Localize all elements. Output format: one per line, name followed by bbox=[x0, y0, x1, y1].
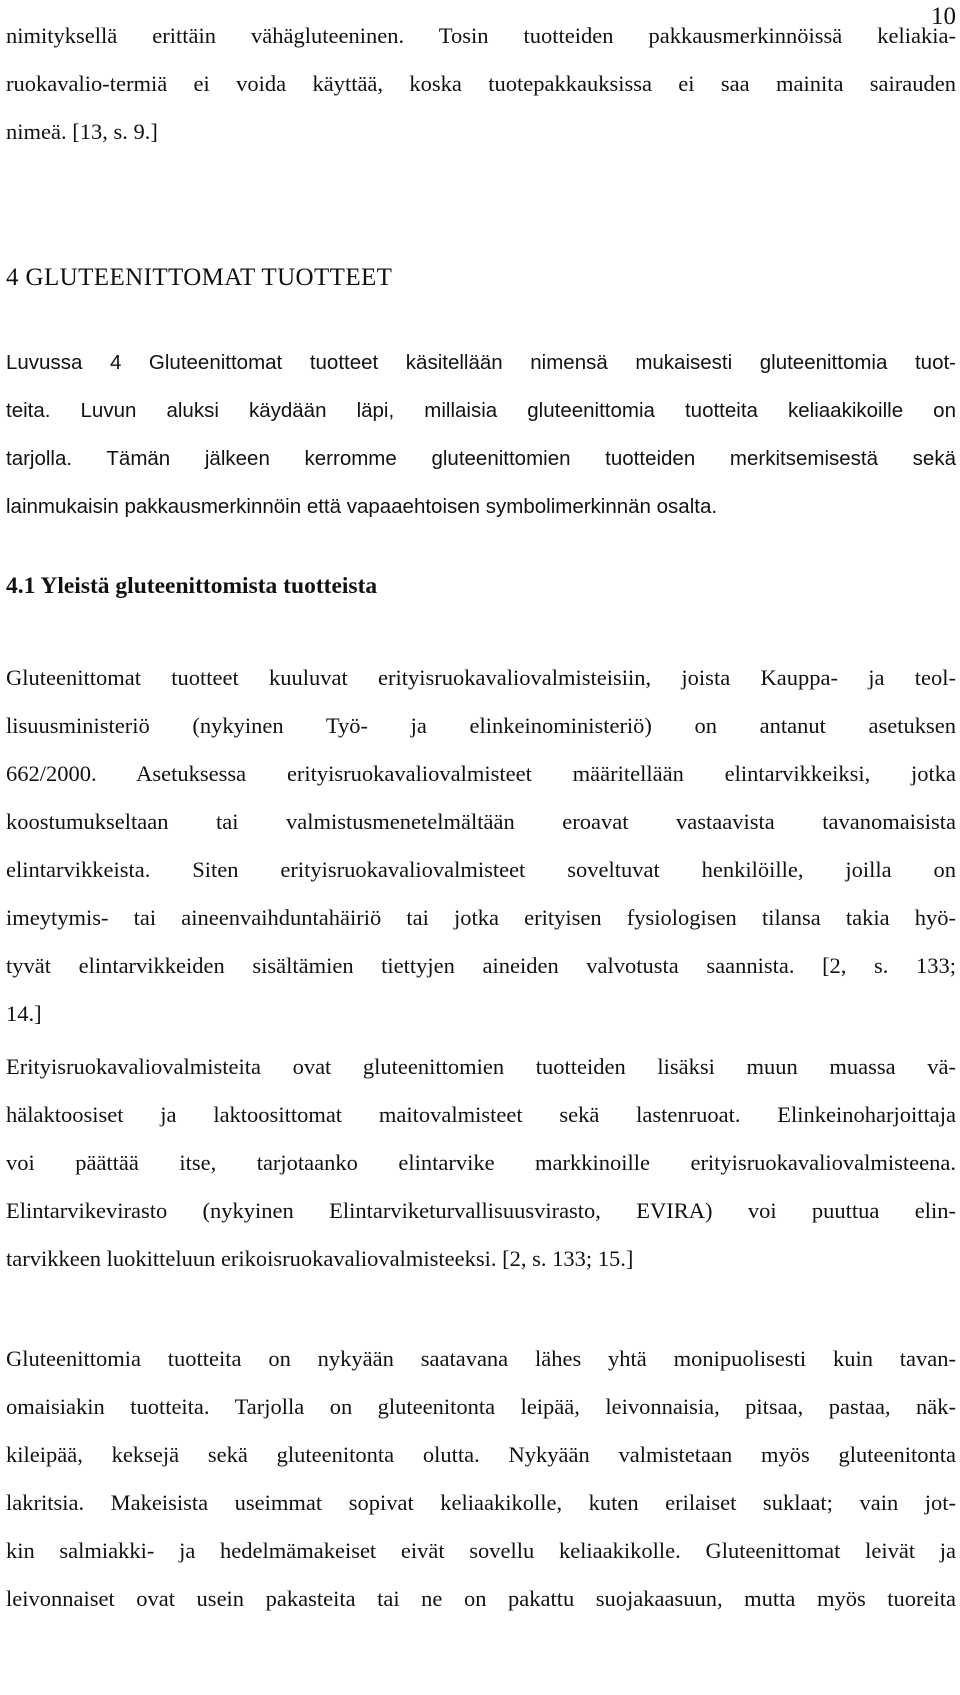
paragraph-line: nimeä. [13, s. 9.] bbox=[6, 119, 158, 144]
paragraph-line: hälaktoosiset ja laktoosittomat maitovalmisteet sekä lastenruoat. Elinkeinoharjoittaja bbox=[6, 1102, 956, 1127]
paragraph-line: tarvikkeen luokitteluun erikoisruokavaliovalmisteeksi. [2, s. 133; 15.] bbox=[6, 1246, 634, 1271]
paragraph-line: lainmukaisin pakkausmerkinnöin että vapaaehtoisen symbolimerkinnän osalta. bbox=[6, 495, 718, 518]
paragraph-line: Gluteenittomat tuotteet kuuluvat erityisruokavaliovalmisteisiin, joista Kauppa- ja teol- bbox=[6, 665, 956, 690]
intro-paragraph bbox=[0, 12, 960, 156]
paragraph-line: leivonnaiset ovat usein pakasteita tai ne on pakattu suojakaasuun, mutta myös tuoreita bbox=[6, 1586, 956, 1611]
paragraph-line: tyvät elintarvikkeiden sisältämien tiettyjen aineiden valvotusta saannista. [2, s. 133; bbox=[6, 953, 956, 978]
paragraph-line: omaisiakin tuotteita. Tarjolla on gluteenitonta leipää, leivonnaisia, pitsaa, pastaa, näk- bbox=[6, 1394, 956, 1419]
paragraph-line: imeytymis- tai aineenvaihduntahäiriö tai jotka erityisen fysiologisen tilansa takia hyö- bbox=[6, 905, 956, 930]
paragraph-line: kileipää, keksejä sekä gluteenitonta olutta. Nykyään valmistetaan myös gluteenitonta bbox=[6, 1442, 956, 1467]
paragraph-line: nimityksellä erittäin vähägluteeninen. Tosin tuotteiden pakkausmerkinnöissä keliakia- bbox=[6, 23, 956, 48]
paragraph-line: 14.] bbox=[6, 1001, 42, 1026]
paragraph-line: kin salmiakki- ja hedelmämakeiset eivät sovellu keliaakikolle. Gluteenittomat leivät ja bbox=[6, 1538, 956, 1563]
body-paragraph-3 bbox=[0, 1335, 960, 1623]
chapter-heading: 4 GLUTEENITTOMAT TUOTTEET bbox=[6, 264, 393, 291]
paragraph-line: Gluteenittomia tuotteita on nykyään saatavana lähes yhtä monipuolisesti kuin tavan- bbox=[6, 1346, 956, 1371]
section-heading: 4.1 Yleistä gluteenittomista tuotteista bbox=[6, 573, 378, 599]
paragraph-line: elintarvikkeista. Siten erityisruokavaliovalmisteet soveltuvat henkilöille, joilla on bbox=[6, 857, 956, 882]
paragraph-line: tarjolla. Tämän jälkeen kerromme gluteenittomien tuotteiden merkitsemisestä sekä bbox=[6, 447, 956, 470]
paragraph-line: teita. Luvun aluksi käydään läpi, millaisia gluteenittomia tuotteita keliaakikoille on bbox=[6, 399, 956, 422]
page-number: 10 bbox=[931, 3, 956, 30]
paragraph-line: lisuusministeriö (nykyinen Työ- ja elinkeinoministeriö) on antanut asetuksen bbox=[6, 713, 956, 738]
paragraph-line: lakritsia. Makeisista useimmat sopivat keliaakikolle, kuten erilaiset suklaat; vain jot- bbox=[6, 1490, 956, 1515]
chapter-intro-paragraph bbox=[0, 339, 960, 531]
body-paragraph-1 bbox=[0, 654, 960, 1038]
body-paragraph-2 bbox=[0, 1043, 960, 1283]
paragraph-line: voi päättää itse, tarjotaanko elintarvike markkinoille erityisruokavaliovalmisteena. bbox=[6, 1150, 956, 1175]
paragraph-line: koostumukseltaan tai valmistusmenetelmältään eroavat vastaavista tavanomaisista bbox=[6, 809, 956, 834]
paragraph-line: 662/2000. Asetuksessa erityisruokavaliovalmisteet määritellään elintarvikkeiksi, jotka bbox=[6, 761, 956, 786]
paragraph-line: Erityisruokavaliovalmisteita ovat gluteenittomien tuotteiden lisäksi muun muassa vä- bbox=[6, 1054, 956, 1079]
paragraph-line: Elintarvikevirasto (nykyinen Elintarviketurvallisuusvirasto, EVIRA) voi puuttua elin- bbox=[6, 1198, 956, 1223]
paragraph-line: Luvussa 4 Gluteenittomat tuotteet käsitellään nimensä mukaisesti gluteenittomia tuot- bbox=[6, 351, 956, 374]
paragraph-line: ruokavalio-termiä ei voida käyttää, koska tuotepakkauksissa ei saa mainita sairauden bbox=[6, 71, 956, 96]
